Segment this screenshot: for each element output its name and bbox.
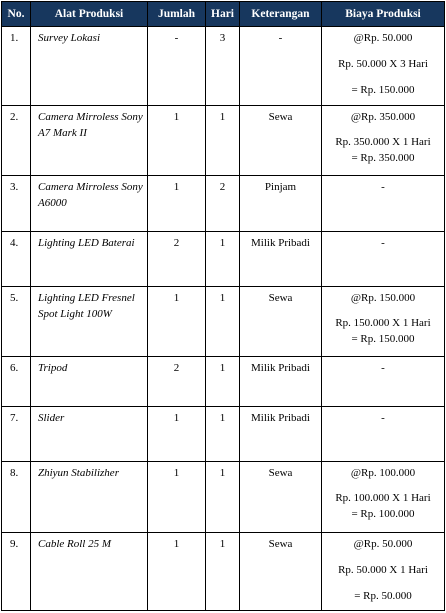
cell-biaya — [322, 232, 445, 287]
cell-keterangan: Milik Pribadi — [240, 407, 322, 462]
cell-hari: 1 — [206, 106, 240, 176]
cell-hari: 1 — [206, 462, 240, 533]
biaya-total: = Rp. 150.000 — [351, 83, 415, 96]
cell-alat: Lighting LED Fresnel Spot Light 100W — [31, 287, 148, 357]
biaya-value: - — [381, 181, 385, 193]
cell-keterangan: - — [240, 27, 322, 106]
cell-hari: 1 — [206, 407, 240, 462]
cell-keterangan: Sewa — [240, 533, 322, 611]
cell-alat: Camera Mirroless Sony A6000 — [31, 176, 148, 232]
biaya-value: - — [381, 412, 385, 424]
cell-no: 9. — [2, 533, 31, 611]
cell-keterangan: Pinjam — [240, 176, 322, 232]
header-keterangan: Keterangan — [240, 2, 322, 27]
cell-no: 1. — [2, 27, 31, 106]
cell-alat: Cable Roll 25 M — [31, 533, 148, 611]
table-row — [2, 106, 445, 176]
biaya-unit-price: @Rp. 150.000 — [350, 292, 416, 304]
header-no: No. — [2, 2, 31, 27]
table-row — [2, 176, 445, 232]
biaya-calculation: Rp. 100.000 X 1 Hari — [335, 491, 431, 504]
table-header-row — [2, 2, 445, 27]
cell-keterangan: Milik Pribadi — [240, 357, 322, 407]
cell-biaya — [322, 462, 445, 533]
cell-alat: Camera Mirroless Sony A7 Mark II — [31, 106, 148, 176]
table-row — [2, 232, 445, 287]
biaya-calculation: Rp. 50.000 X 1 Hari — [338, 563, 428, 576]
header-alat-produksi: Alat Produksi — [31, 2, 148, 27]
cell-jumlah: 1 — [148, 176, 206, 232]
cell-keterangan: Sewa — [240, 106, 322, 176]
biaya-calculation: Rp. 50.000 X 3 Hari — [338, 57, 428, 70]
cell-biaya — [322, 407, 445, 462]
cell-no: 2. — [2, 106, 31, 176]
cell-jumlah: 1 — [148, 287, 206, 357]
cell-no: 3. — [2, 176, 31, 232]
cell-jumlah: 2 — [148, 232, 206, 287]
cell-keterangan: Sewa — [240, 462, 322, 533]
cell-jumlah: 1 — [148, 462, 206, 533]
cell-biaya — [322, 287, 445, 357]
cell-biaya — [322, 27, 445, 106]
table-row — [2, 27, 445, 106]
biaya-unit-price: @Rp. 50.000 — [353, 538, 413, 550]
cell-no: 6. — [2, 357, 31, 407]
header-hari: Hari — [206, 2, 240, 27]
cell-biaya — [322, 533, 445, 611]
biaya-calculation: Rp. 150.000 X 1 Hari — [335, 316, 431, 329]
cell-no: 5. — [2, 287, 31, 357]
cell-alat: Zhiyun Stabilizher — [31, 462, 148, 533]
table-row — [2, 287, 445, 357]
cell-hari: 2 — [206, 176, 240, 232]
cell-hari: 3 — [206, 27, 240, 106]
cell-biaya — [322, 357, 445, 407]
table-row — [2, 462, 445, 533]
cell-jumlah: 2 — [148, 357, 206, 407]
cell-alat: Survey Lokasi — [31, 27, 148, 106]
cell-alat: Slider — [31, 407, 148, 462]
table-row — [2, 533, 445, 611]
cell-keterangan: Sewa — [240, 287, 322, 357]
cell-biaya — [322, 176, 445, 232]
cell-alat: Lighting LED Baterai — [31, 232, 148, 287]
biaya-value: - — [381, 237, 385, 249]
cell-keterangan: Milik Pribadi — [240, 232, 322, 287]
header-biaya-produksi: Biaya Produksi — [322, 2, 445, 27]
cell-hari: 1 — [206, 287, 240, 357]
cell-no: 7. — [2, 407, 31, 462]
cell-hari: 1 — [206, 357, 240, 407]
cell-jumlah: - — [148, 27, 206, 106]
cell-jumlah: 1 — [148, 407, 206, 462]
cell-no: 8. — [2, 462, 31, 533]
production-equipment-table — [1, 1, 445, 611]
biaya-total: = Rp. 350.000 — [351, 151, 415, 164]
biaya-total: = Rp. 100.000 — [351, 507, 415, 520]
table-row — [2, 357, 445, 407]
biaya-unit-price: @Rp. 100.000 — [350, 467, 416, 479]
cell-jumlah: 1 — [148, 106, 206, 176]
cell-alat: Tripod — [31, 357, 148, 407]
cell-hari: 1 — [206, 232, 240, 287]
biaya-unit-price: @Rp. 50.000 — [353, 32, 413, 44]
biaya-calculation: Rp. 350.000 X 1 Hari — [335, 135, 431, 148]
cell-jumlah: 1 — [148, 533, 206, 611]
table-row — [2, 407, 445, 462]
biaya-value: - — [381, 362, 385, 374]
cell-no: 4. — [2, 232, 31, 287]
biaya-total: = Rp. 150.000 — [351, 332, 415, 345]
biaya-unit-price: @Rp. 350.000 — [350, 111, 416, 123]
header-jumlah: Jumlah — [148, 2, 206, 27]
cell-hari: 1 — [206, 533, 240, 611]
cell-biaya — [322, 106, 445, 176]
biaya-total: = Rp. 50.000 — [354, 589, 412, 602]
